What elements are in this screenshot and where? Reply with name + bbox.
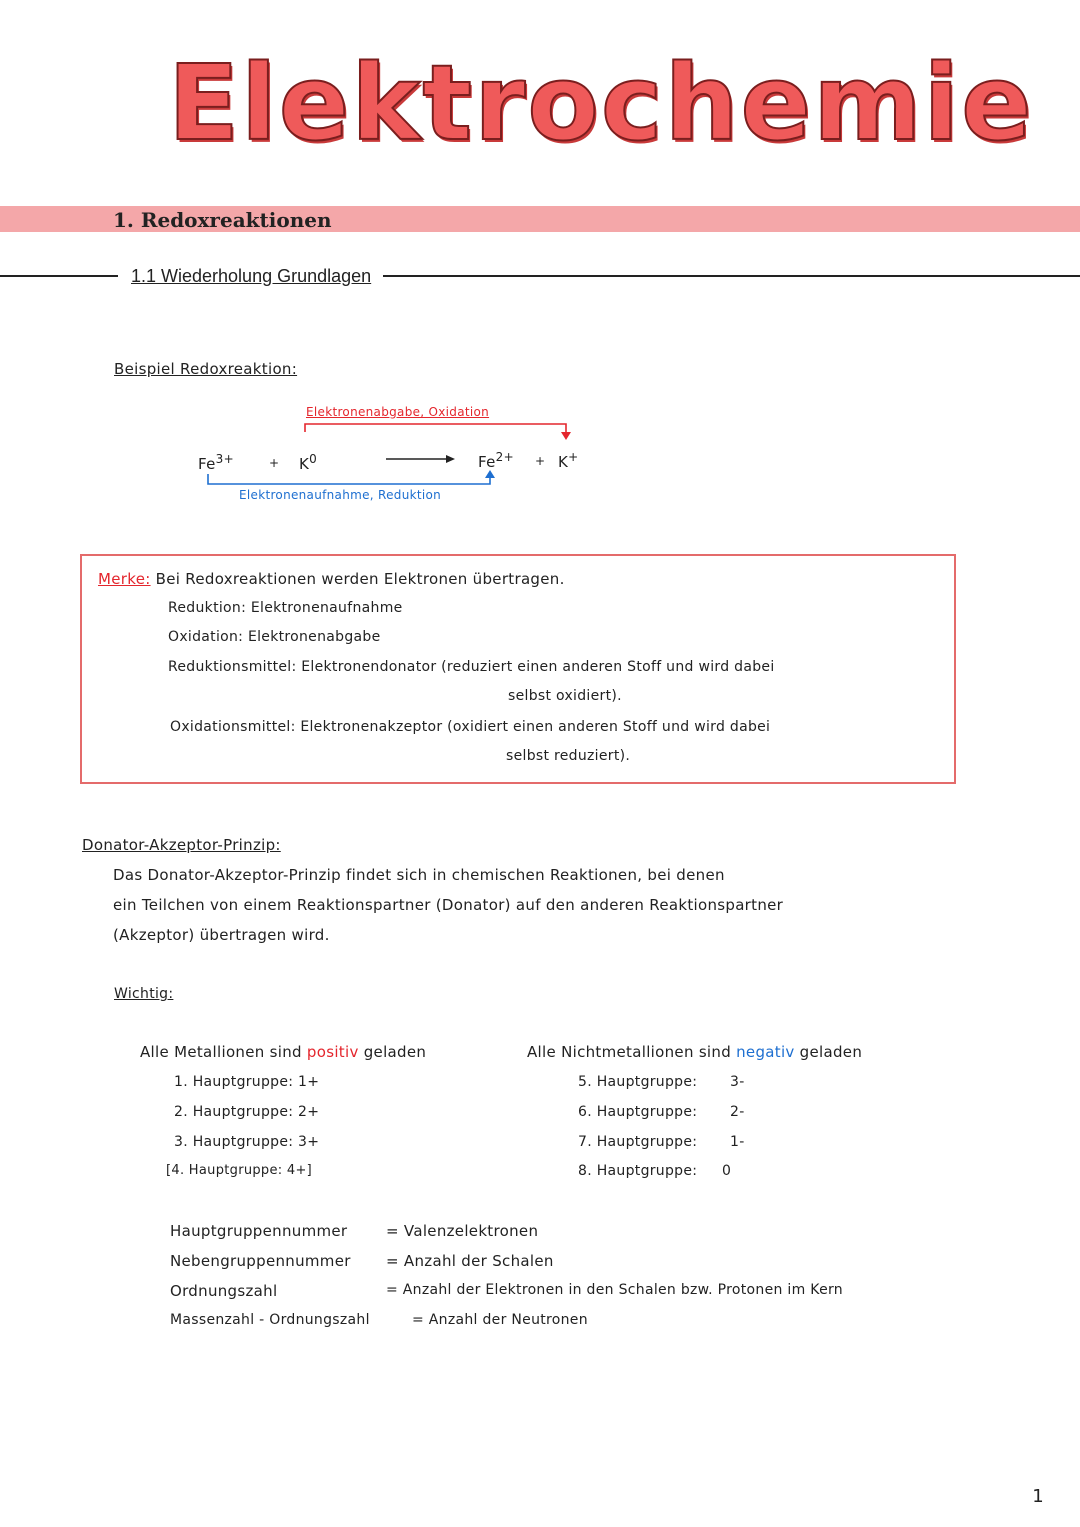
reactant-fe3 — [198, 452, 234, 473]
nonmetal-heading-negativ: negativ — [736, 1043, 795, 1061]
definition-value: = Valenzelektronen — [386, 1222, 539, 1240]
subsection-title: 1.1 Wiederholung Grundlagen — [131, 266, 372, 286]
metal-heading — [140, 1043, 426, 1061]
product-k — [558, 450, 579, 471]
nonmetal-item-value: 1- — [730, 1134, 745, 1150]
reduction-arrowhead — [485, 470, 495, 478]
definition-term: Massenzahl - Ordnungszahl — [170, 1312, 370, 1328]
nonmetal-item-label: 5. Hauptgruppe: — [578, 1074, 698, 1090]
metal-heading-pre: Alle Metallionen sind — [140, 1043, 302, 1061]
nonmetal-item-value: 3- — [730, 1074, 745, 1090]
reactant1-symbol: Fe — [198, 455, 216, 473]
metal-heading-post: geladen — [363, 1043, 427, 1061]
plus-sign-2: + — [535, 454, 546, 468]
reaction-arrowhead — [446, 455, 455, 463]
oxidation-label: Elektronenabgabe, Oxidation — [306, 405, 490, 419]
metal-heading-positiv: positiv — [306, 1043, 359, 1061]
definition-value: = Anzahl der Elektronen in den Schalen bzw. Protonen im Kern — [386, 1282, 843, 1298]
reactant2-symbol: K — [299, 455, 310, 473]
definition-term: Ordnungszahl — [170, 1282, 278, 1300]
merke-label: Merke: — [98, 570, 151, 588]
nonmetal-item-value: 0 — [722, 1163, 732, 1179]
nonmetal-heading-pre: Alle Nichtmetallionen sind — [527, 1043, 732, 1061]
section-title: 1. Redoxreaktionen — [113, 208, 332, 232]
reduction-label: Elektronenaufnahme, Reduktion — [239, 488, 442, 502]
reduction-bracket — [208, 474, 490, 484]
merke-reduktion: Reduktion: Elektronenaufnahme — [168, 600, 403, 616]
nonmetal-item-label: 7. Hauptgruppe: — [578, 1134, 698, 1150]
donator-line2: ein Teilchen von einem Reaktionspartner (Donator) auf den anderen Reaktionspartner — [113, 896, 784, 914]
donator-heading: Donator-Akzeptor-Prinzip: — [82, 836, 281, 854]
definition-value: = Anzahl der Neutronen — [412, 1312, 588, 1328]
metal-item: 2. Hauptgruppe: 2+ — [174, 1104, 320, 1120]
product-fe2 — [478, 450, 514, 471]
definition-value: = Anzahl der Schalen — [386, 1252, 554, 1270]
metal-item: 1. Hauptgruppe: 1+ — [174, 1074, 320, 1090]
merke-reduktionsmittel-cont: selbst oxidiert). — [508, 688, 622, 704]
nonmetal-heading-post: geladen — [799, 1043, 863, 1061]
nonmetal-item-value: 2- — [730, 1104, 745, 1120]
reactant1-charge: 3+ — [215, 452, 234, 466]
product2-charge: + — [568, 450, 579, 464]
merke-reduktionsmittel: Reduktionsmittel: Elektronendonator (reduziert einen anderen Stoff und wird dabei — [168, 659, 775, 675]
oxidation-arrowhead — [561, 432, 571, 440]
definition-term: Hauptgruppennummer — [170, 1222, 348, 1240]
product2-symbol: K — [558, 453, 569, 471]
merke-line1 — [98, 570, 565, 588]
metal-item: [4. Hauptgruppe: 4+] — [166, 1163, 313, 1178]
nonmetal-item-label: 6. Hauptgruppe: — [578, 1104, 698, 1120]
merke-oxidation: Oxidation: Elektronenabgabe — [168, 629, 381, 645]
page-title: Elektrochemie — [168, 42, 1034, 164]
merke-oxidationsmittel-cont: selbst reduziert). — [506, 748, 631, 764]
merke-oxidationsmittel: Oxidationsmittel: Elektronenakzeptor (oxidiert einen anderen Stoff und wird dabei — [170, 719, 771, 735]
nonmetal-item-label: 8. Hauptgruppe: — [578, 1163, 698, 1179]
donator-line1: Das Donator-Akzeptor-Prinzip findet sich in chemischen Reaktionen, bei denen — [113, 866, 725, 884]
plus-sign-1: + — [269, 456, 280, 470]
definition-term: Nebengruppennummer — [170, 1252, 351, 1270]
oxidation-bracket — [305, 424, 566, 434]
merke-statement: Bei Redoxreaktionen werden Elektronen übertragen. — [155, 570, 565, 588]
page-number: 1 — [1032, 1486, 1044, 1507]
product1-charge: 2+ — [495, 450, 514, 464]
metal-item: 3. Hauptgruppe: 3+ — [174, 1134, 320, 1150]
wichtig-heading: Wichtig: — [114, 986, 174, 1002]
reactant-k — [299, 452, 317, 473]
nonmetal-heading — [527, 1043, 862, 1061]
reactant2-charge: 0 — [309, 452, 318, 466]
donator-line3: (Akzeptor) übertragen wird. — [113, 926, 330, 944]
example-heading: Beispiel Redoxreaktion: — [114, 360, 298, 378]
product1-symbol: Fe — [478, 453, 496, 471]
